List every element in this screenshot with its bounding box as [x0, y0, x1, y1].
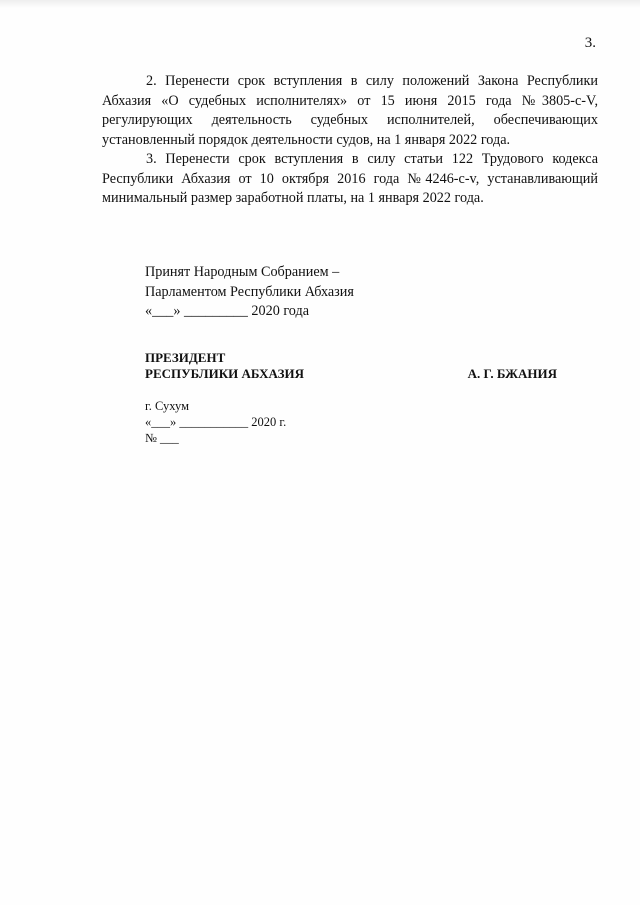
signature-block — [145, 350, 557, 382]
signing-date: «___» ___________ 2020 г. — [145, 415, 287, 429]
paragraph-3: 3. Перенести срок вступления в силу статьи 122 Трудового кодекса Республики Абхазия от 10 октября 2016 года №4246-с-v, устанавливающий минимальный размер заработной платы, на 1 января 2022 года. — [102, 151, 598, 206]
document-number: № ___ — [145, 431, 179, 445]
place-date-block — [145, 398, 286, 446]
page-number: 3. — [584, 35, 596, 51]
paragraph-2: 2. Перенести срок вступления в силу положений Закона Республики Абхазия «О судебных исполнителях» от 15 июня 2015 года №3805-с-V, регулирующих деятельность судебных исполнителей, обеспечивающих установленный порядок деятельности судов, на 1 января 2022 года. — [102, 73, 598, 148]
adoption-line-1: Принят Народным Собранием – — [145, 264, 340, 280]
signatory-title-line-2: РЕСПУБЛИКИ АБХАЗИЯ — [145, 366, 304, 381]
adoption-date: «___» _________ 2020 года — [145, 303, 309, 319]
adoption-line-2: Парламентом Республики Абхазия — [145, 283, 354, 300]
adoption-block — [145, 263, 354, 322]
place-city: г. Сухум — [145, 399, 190, 413]
law-articles — [102, 72, 598, 209]
signatory-title-line-1: ПРЕЗИДЕНТ — [145, 350, 226, 365]
scan-edge-shadow — [0, 0, 640, 8]
signatory-name: А. Г. БЖАНИЯ — [467, 366, 557, 381]
